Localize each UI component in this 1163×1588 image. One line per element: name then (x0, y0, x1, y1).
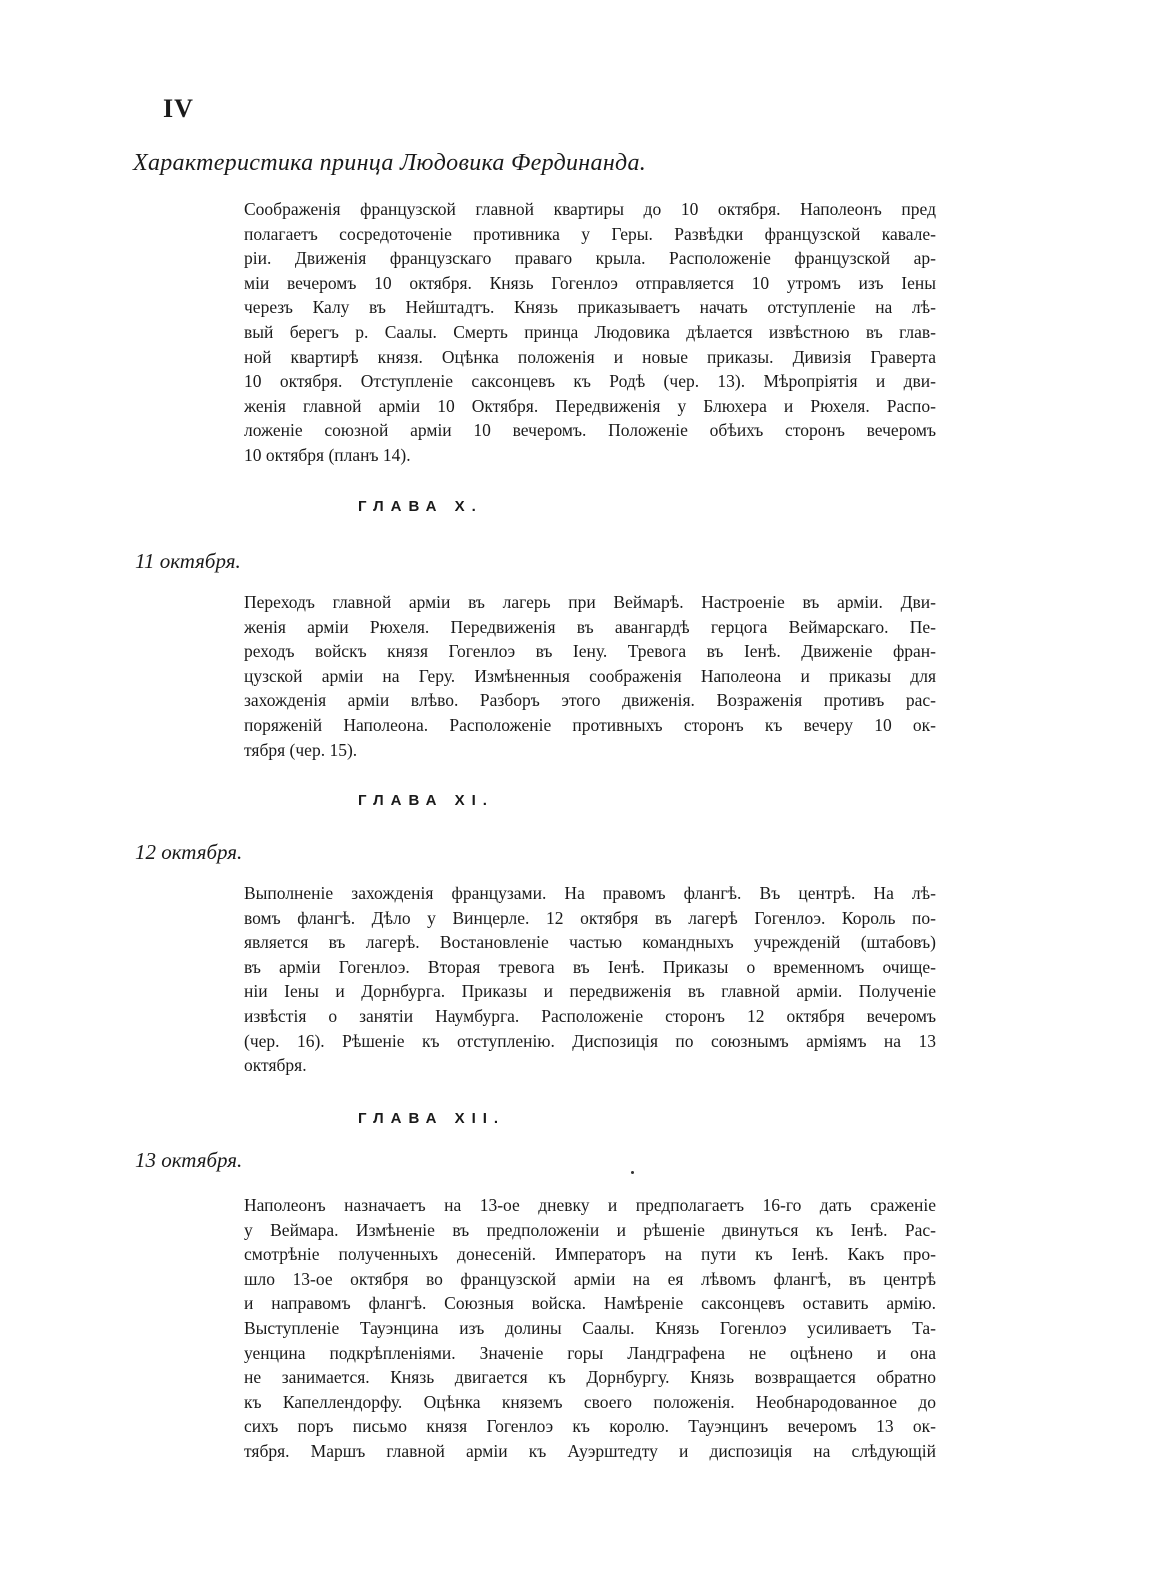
text-line: цузской арміи на Геру. Измѣненныя соображенія Наполеона и приказы для (244, 665, 936, 686)
text-line: извѣстія о занятіи Наумбурга. Расположеніе сторонъ 12 октября вечеромъ (244, 1005, 936, 1026)
text-line: уенцина подкрѣпленіями. Значеніе горы Ландграфена не оцѣнено и она (244, 1342, 936, 1363)
text-line: октября. (244, 1055, 307, 1076)
text-line: является въ лагерѣ. Востановленіе частью командныхъ учрежденій (штабовъ) (244, 932, 936, 953)
text-line: ной квартирѣ князя. Оцѣнка положенія и новые приказы. Дивизія Граверта (244, 346, 936, 367)
text-line: поряженій Наполеона. Расположеніе противныхъ сторонъ къ вечеру 10 ок- (244, 714, 936, 735)
text-line: 10 октября. Отступленіе саксонцевъ къ Родѣ (чер. 13). Мѣропріятія и дви- (244, 371, 936, 392)
text-line: ложеніе союзной арміи 10 вечеромъ. Положеніе обѣихъ сторонъ вечеромъ (244, 420, 936, 441)
text-line: въ арміи Гогенлоэ. Вторая тревога въ Іенѣ. Приказы о временномъ очище- (244, 956, 936, 977)
chapter-title-x: ГЛАВА X. (358, 498, 483, 515)
text-line: не занимается. Князь двигается къ Дорнбургу. Князь возвращается обратно (244, 1367, 936, 1388)
text-line: женія арміи Рюхеля. Передвиженія въ авангардѣ герцога Веймарскаго. Пе- (244, 616, 936, 637)
text-line: у Веймара. Измѣненіе въ предположеніи и рѣшеніе двинуться къ Іенѣ. Рас- (244, 1219, 936, 1240)
text-line: ніи Іены и Дорнбурга. Приказы и передвиженія въ главной арміи. Полученіе (244, 981, 936, 1002)
text-line: Выполненіе захожденія французами. На правомъ флангѣ. Въ центрѣ. На лѣ- (244, 883, 936, 903)
text-line: Переходъ главной арміи въ лагерь при Веймарѣ. Настроеніе въ арміи. Дви- (244, 592, 936, 612)
text-line: Наполеонъ назначаетъ на 13-ое дневку и предполагаетъ 16-го дать сраженіе (244, 1195, 936, 1215)
ink-speck (631, 1171, 634, 1174)
text-line: 10 октября (планъ 14). (244, 444, 411, 465)
text-line: вомъ флангѣ. Дѣло у Винцерле. 12 октября въ лагерѣ Гогенлоэ. Король по- (244, 907, 936, 928)
text-line: Соображенія французской главной квартиры до 10 октября. Наполеонъ пред (244, 199, 936, 219)
chapter-date: 13 октября. (135, 1148, 243, 1172)
text-line: и направомъ флангѣ. Союзныя войска. Намѣреніе саксонцевъ оставить армію. (244, 1293, 936, 1314)
text-line: захожденія арміи влѣво. Разборъ этого движенія. Возраженія противъ рас- (244, 690, 936, 711)
chapter-title-xi: ГЛАВА XI. (358, 792, 494, 809)
text-line: вый берегъ р. Саалы. Смерть принца Людовика дѣлается извѣстною въ глав- (244, 321, 936, 342)
text-line: реходъ войскъ князя Гогенлоэ въ Іену. Тревога въ Іенѣ. Движеніе фран- (244, 641, 936, 662)
section-heading: Характеристика принца Людовика Фердинанда. (133, 150, 647, 176)
text-line: (чер. 16). Рѣшеніе къ отступленію. Диспозиція по союзнымъ арміямъ на 13 (244, 1030, 936, 1051)
text-line: шло 13-ое октября во французской арміи на ея лѣвомъ флангѣ, въ центрѣ (244, 1268, 936, 1289)
text-line: смотрѣніе полученныхъ донесеній. Императоръ на пути къ Іенѣ. Какъ про- (244, 1244, 936, 1265)
text-line: Выступленіе Тауэнцина изъ долины Саалы. Князь Гогенлоэ усиливаетъ Та- (244, 1317, 936, 1338)
text-line: женія главной арміи 10 Октября. Передвиженія у Блюхера и Рюхеля. Распо- (244, 395, 936, 416)
page-number: IV (163, 94, 194, 123)
summary-paragraph-2 (244, 590, 936, 762)
text-line: міи вечеромъ 10 октября. Князь Гогенлоэ отправляется 10 утромъ изъ Іены (244, 272, 936, 293)
summary-paragraph-4 (244, 1193, 936, 1464)
text-line: сихъ поръ письмо князя Гогенлоэ къ королю. Тауэнцинъ вечеромъ 13 ок- (244, 1416, 936, 1437)
chapter-date: 11 октября. (135, 549, 241, 573)
text-line: полагаетъ сосредоточеніе противника у Геры. Развѣдки французской кавале- (244, 223, 936, 244)
chapter-date: 12 октября. (135, 840, 243, 864)
text-line: тября (чер. 15). (244, 739, 358, 760)
summary-paragraph-3 (244, 881, 936, 1078)
summary-paragraph-1 (244, 197, 936, 468)
text-line: тября. Маршъ главной арміи къ Ауэрштедту и диспозиція на слѣдующій (244, 1440, 936, 1461)
text-line: ріи. Движенія французскаго праваго крыла. Расположеніе французской ар- (244, 248, 936, 269)
text-line: черезъ Калу въ Нейштадтъ. Князь приказываетъ начать отступленіе на лѣ- (244, 297, 936, 318)
text-line: къ Капеллендорфу. Оцѣнка княземъ своего положенія. Необнародованное до (244, 1391, 936, 1412)
chapter-title-xii: ГЛАВА XII. (358, 1110, 506, 1127)
